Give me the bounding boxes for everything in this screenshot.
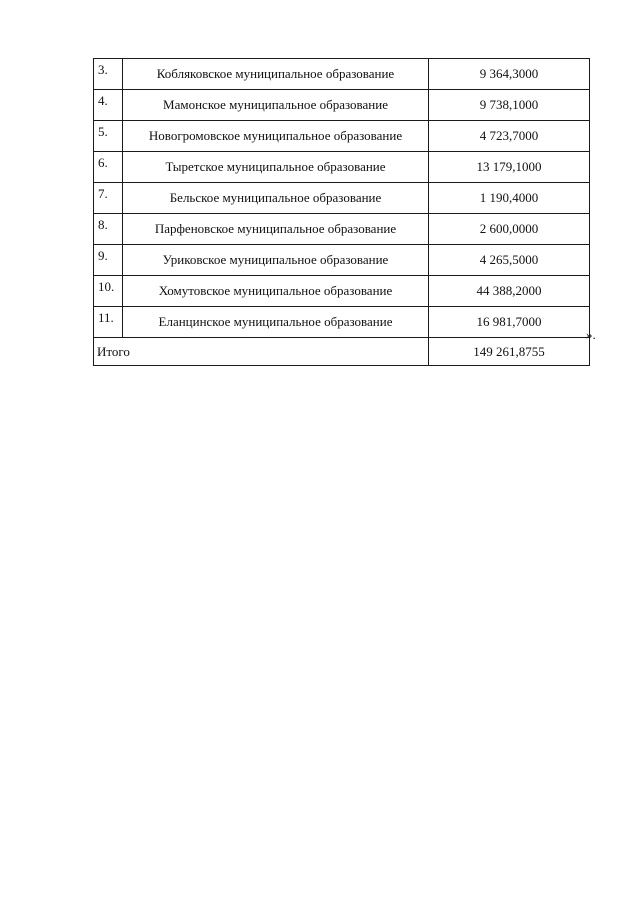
row-number: 3. [94,59,123,90]
municipality-name: Бельское муниципальное образование [123,183,429,214]
municipality-name: Кобляковское муниципальное образование [123,59,429,90]
table-row [94,307,590,338]
row-number: 11. [94,307,123,338]
municipality-name: Хомутовское муниципальное образование [123,276,429,307]
amount-value: 9 738,1000 [429,90,590,121]
table-row [94,183,590,214]
total-label: Итого [94,338,429,366]
row-number: 4. [94,90,123,121]
budget-table [93,58,590,366]
table-row [94,214,590,245]
amount-value: 1 190,4000 [429,183,590,214]
row-number: 9. [94,245,123,276]
table-row [94,90,590,121]
municipality-name: Новогромовское муниципальное образование [123,121,429,152]
municipality-name: Еланцинское муниципальное образование [123,307,429,338]
row-number: 5. [94,121,123,152]
row-number: 8. [94,214,123,245]
municipality-name: Уриковское муниципальное образование [123,245,429,276]
municipality-name: Мамонское муниципальное образование [123,90,429,121]
amount-value: 44 388,2000 [429,276,590,307]
table-row [94,245,590,276]
total-amount: 149 261,8755 [429,338,590,366]
amount-value: 13 179,1000 [429,152,590,183]
table-body [94,59,590,366]
total-row [94,338,590,366]
table-row [94,121,590,152]
row-number: 7. [94,183,123,214]
table-row [94,276,590,307]
closing-quote: ». [586,327,596,342]
amount-value: 4 723,7000 [429,121,590,152]
table-row [94,59,590,90]
amount-value: 16 981,7000 [429,307,590,338]
row-number: 6. [94,152,123,183]
amount-value: 9 364,3000 [429,59,590,90]
amount-value: 4 265,5000 [429,245,590,276]
table-row [94,152,590,183]
municipality-name: Тыретское муниципальное образование [123,152,429,183]
row-number: 10. [94,276,123,307]
municipality-name: Парфеновское муниципальное образование [123,214,429,245]
amount-value: 2 600,0000 [429,214,590,245]
